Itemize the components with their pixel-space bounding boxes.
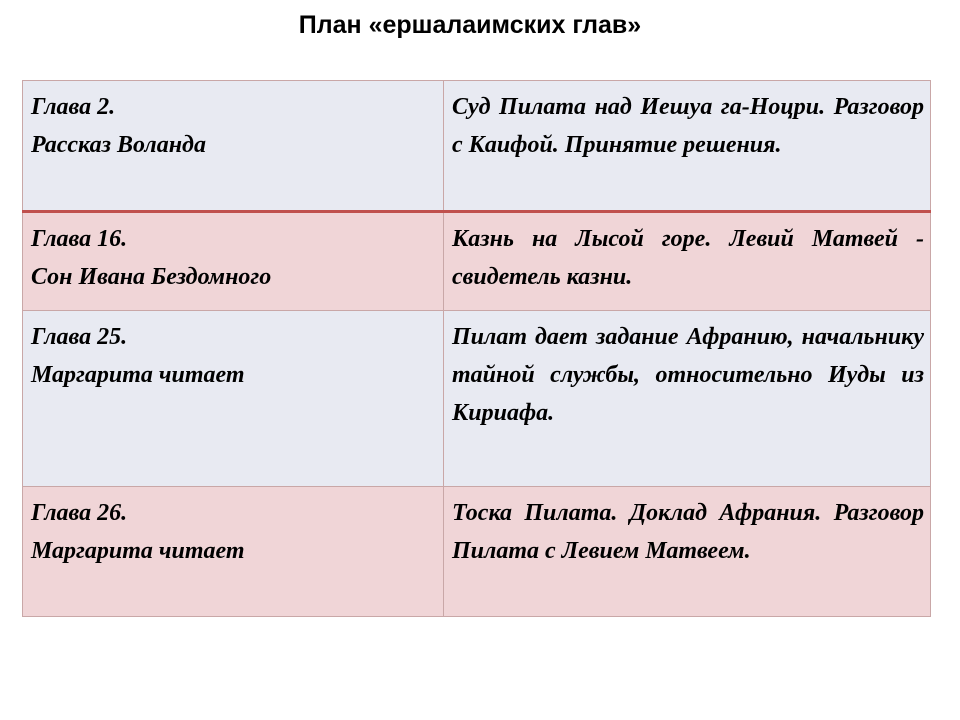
- chapter-cell: [23, 311, 444, 487]
- chapter-number: Глава 25.: [31, 324, 128, 350]
- description-cell: [444, 311, 931, 487]
- chapters-table: [22, 80, 931, 617]
- chapter-number: Глава 2.: [31, 94, 116, 120]
- chapter-number: Глава 26.: [31, 500, 128, 526]
- table-row: [23, 311, 931, 487]
- page-title: План «ершалаимских глав»: [298, 11, 642, 39]
- table-row: [23, 212, 931, 311]
- chapter-description: Тоска Пилата. Доклад Афрания. Разговор Пилата с Левием Матвеем.: [452, 500, 924, 564]
- chapter-number: Глава 16.: [31, 226, 128, 252]
- chapter-description: Суд Пилата над Иешуа га-Ноцри. Разговор с Каифой. Принятие решения.: [452, 94, 924, 158]
- chapter-cell: [23, 81, 444, 212]
- chapter-subtitle: Маргарита читает: [31, 362, 245, 388]
- chapter-cell: [23, 212, 444, 311]
- chapter-cell: [23, 487, 444, 617]
- table-row: [23, 81, 931, 212]
- description-cell: [444, 487, 931, 617]
- chapter-description: Казнь на Лысой горе. Левий Матвей - свидетель казни.: [452, 226, 924, 290]
- chapter-subtitle: Сон Ивана Бездомного: [31, 264, 272, 290]
- description-cell: [444, 212, 931, 311]
- chapter-description: Пилат дает задание Афранию, начальнику тайной службы, относительно Иуды из Кириафа.: [452, 324, 924, 426]
- chapter-subtitle: Маргарита читает: [31, 538, 245, 564]
- chapter-subtitle: Рассказ Воланда: [31, 132, 206, 158]
- description-cell: [444, 81, 931, 212]
- table-row: [23, 487, 931, 617]
